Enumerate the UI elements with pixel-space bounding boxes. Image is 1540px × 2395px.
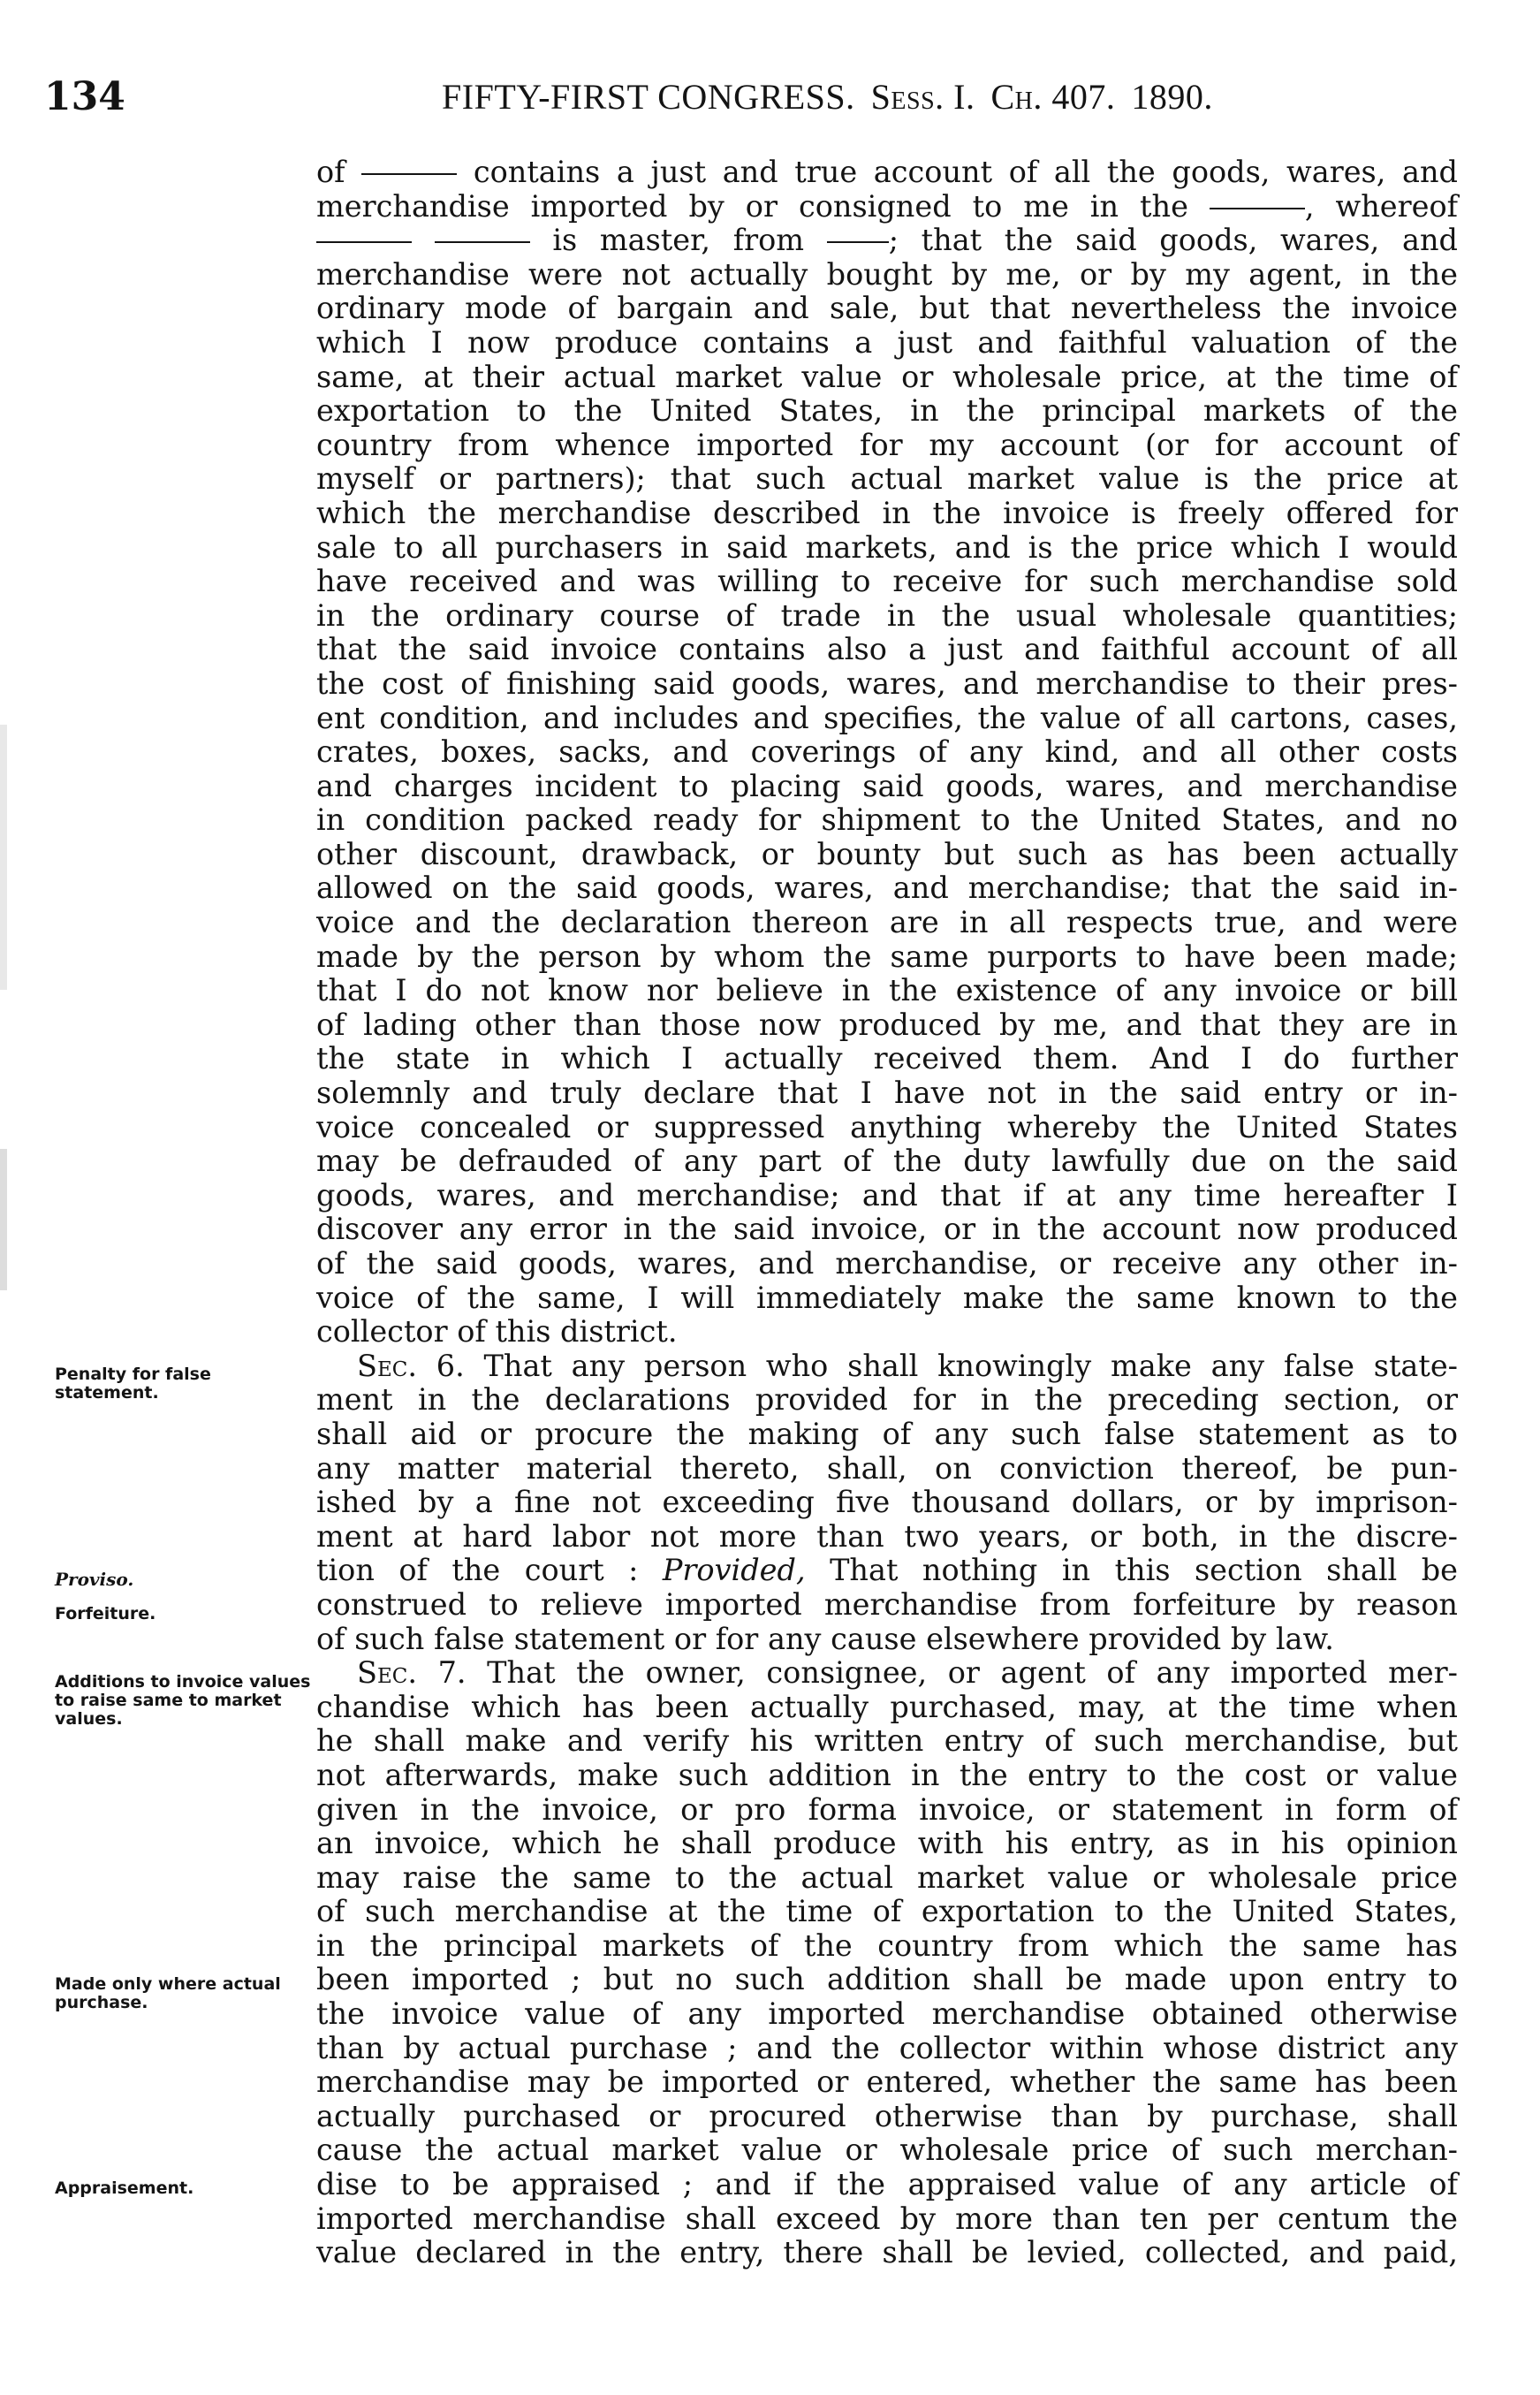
text-line: discover any error in the said invoice, or in the account now produced [316, 1212, 1458, 1247]
text-line: been imported ; but no such addition shall be made upon entry to [316, 1962, 1458, 1997]
text-line: of such merchandise at the time of exportation to the United States, [316, 1894, 1458, 1929]
text-line: made by the person by whom the same purports to have been made; [316, 939, 1458, 974]
text-line: and charges incident to placing said goods, wares, and merchandise [316, 768, 1458, 803]
text-line: that the said invoice contains also a just and faithful account of all [316, 632, 1458, 667]
text-line: tion of the court : Provided, That nothing in this section shall be [316, 1553, 1458, 1588]
text-line: sale to all purchasers in said markets, and is the price which I would [316, 529, 1458, 565]
text-line: of such false statement or for any cause elsewhere provided by law. [316, 1621, 1334, 1656]
text-line: may raise the same to the actual market value or wholesale price [316, 1859, 1458, 1895]
text-line: cause the actual market value or wholesale price of such merchan- [316, 2133, 1458, 2168]
text-line: merchandise were not actually bought by me, or by my agent, in the [316, 256, 1458, 292]
text-line: construed to relieve imported merchandise from forfeiture by reason [316, 1586, 1458, 1622]
text-line: in condition packed ready for shipment to the United States, and no [316, 802, 1458, 838]
session-label: Sess. I. [870, 77, 975, 117]
text-line: of contains a just and true account of all the goods, wares, and [316, 155, 1458, 189]
text-line: shall aid or procure the making of any such false statement as to [316, 1416, 1458, 1451]
year-label: 1890. [1131, 77, 1213, 117]
text-line: of lading other than those now produced by me, and that they are in [316, 1007, 1458, 1042]
text-line: in the principal markets of the country from which the same has [316, 1927, 1458, 1963]
sec7-label: Sec. 7. [357, 1655, 467, 1691]
text-line: other discount, drawback, or bounty but such as has been actually [316, 836, 1458, 871]
text-line: the invoice value of any imported merchandise obtained otherwise [316, 1996, 1458, 2032]
text-line: have received and was willing to receive for such merchandise sold [316, 564, 1458, 599]
scan-edge-mark [0, 725, 7, 990]
margin-note-additions: Additions to invoice values to raise same to market values. [55, 1672, 311, 1729]
text-line: country from whence imported for my account (or for account of [316, 427, 1458, 462]
text-line: in the ordinary course of trade in the usual wholesale quantities; [316, 597, 1458, 633]
statute-text [316, 156, 1458, 2270]
text-line: the cost of finishing said goods, wares, and merchandise to their pres- [316, 665, 1458, 701]
margin-note-proviso: Proviso. [55, 1569, 134, 1590]
text-line: collector of this district. [316, 1314, 678, 1350]
margin-note-made-only: Made only where actual purchase. [55, 1974, 281, 2012]
sec6-first-line: Sec. 6. That any person who shall knowingly make any false state- [357, 1348, 1458, 1383]
text-line: ment in the declarations provided for in the preceding section, or [316, 1382, 1458, 1418]
provided-word: Provided, [662, 1553, 806, 1588]
chapter-label: Ch. 407. [990, 77, 1116, 117]
sec6-label: Sec. 6. [357, 1348, 465, 1383]
text-line: crates, boxes, sacks, and coverings of any kind, and all other costs [316, 734, 1458, 770]
text-line: exportation to the United States, in the principal markets of the [316, 393, 1458, 429]
text-line: than by actual purchase ; and the collector within whose district any [316, 2030, 1458, 2065]
text-line: actually purchased or procured otherwise than by purchase, shall [316, 2098, 1458, 2133]
text-line: voice and the declaration thereon are in all respects true, and were [316, 905, 1458, 940]
text-line: which I now produce contains a just and faithful valuation of the [316, 324, 1458, 360]
text-line: ished by a fine not exceeding five thousand dollars, or by imprison- [316, 1485, 1458, 1520]
text-line: may be defrauded of any part of the duty lawfully due on the said [316, 1144, 1458, 1179]
text-line: which the merchandise described in the invoice is freely offered for [316, 495, 1458, 530]
text-line: voice of the same, I will immediately make the same known to the [316, 1280, 1458, 1315]
text-line: of the said goods, wares, and merchandise, or receive any other in- [316, 1246, 1458, 1281]
text-line: any matter material thereto, shall, on conviction thereof, be pun- [316, 1450, 1458, 1486]
margin-note-appraisement: Appraisement. [55, 2178, 194, 2198]
text-line: not afterwards, make such addition in the entry to the cost or value [316, 1757, 1458, 1792]
text-line: given in the invoice, or pro forma invoice, or statement in form of [316, 1791, 1458, 1827]
text-line: that I do not know nor believe in the existence of any invoice or bill [316, 973, 1458, 1008]
text-line: ordinary mode of bargain and sale, but that nevertheless the invoice [316, 291, 1458, 326]
text-line: solemnly and truly declare that I have not in the said entry or in- [316, 1076, 1458, 1111]
text-line: goods, wares, and merchandise; and that if at any time hereafter I [316, 1177, 1458, 1213]
text-line: same, at their actual market value or wholesale price, at the time of [316, 359, 1458, 394]
text-line: imported merchandise shall exceed by more than ten per centum the [316, 2201, 1458, 2236]
text-line: ent condition, and includes and specifies, the value of all cartons, cases, [316, 700, 1458, 735]
text-line: an invoice, which he shall produce with his entry, as in his opinion [316, 1826, 1458, 1861]
margin-note-penalty: Penalty for false statement. [55, 1365, 211, 1403]
text-line: chandise which has been actually purchased, may, at the time when [316, 1689, 1458, 1724]
text-line: merchandise may be imported or entered, whether the same has been [316, 2064, 1458, 2100]
text-line: the state in which I actually received them. And I do further [316, 1041, 1458, 1076]
sec7-first-line: Sec. 7. That the owner, consignee, or agent of any imported mer- [357, 1655, 1459, 1691]
text-line: voice concealed or suppressed anything whereby the United States [316, 1109, 1458, 1144]
text-line: myself or partners); that such actual market value is the price at [316, 461, 1458, 497]
scan-edge-mark [0, 1149, 7, 1290]
text-line: is master, from ; that the said goods, wares, and [316, 224, 1458, 258]
text-line: ment at hard labor not more than two years, or both, in the discre- [316, 1518, 1458, 1554]
text-line: dise to be appraised ; and if the appraised value of any article of [316, 2167, 1458, 2202]
margin-note-forfeiture: Forfeiture. [55, 1604, 156, 1623]
congress-title: FIFTY-FIRST CONGRESS. [442, 77, 855, 117]
running-head [442, 72, 1213, 122]
text-line: merchandise imported by or consigned to me in the , whereof [316, 188, 1459, 224]
page-number: 134 [44, 74, 125, 119]
text-line: allowed on the said goods, wares, and merchandise; that the said in- [316, 871, 1458, 906]
page-header [44, 72, 1471, 134]
text-line: value declared in the entry, there shall be levied, collected, and paid, [316, 2235, 1458, 2270]
text-line: he shall make and verify his written entry of such merchandise, but [316, 1723, 1458, 1759]
